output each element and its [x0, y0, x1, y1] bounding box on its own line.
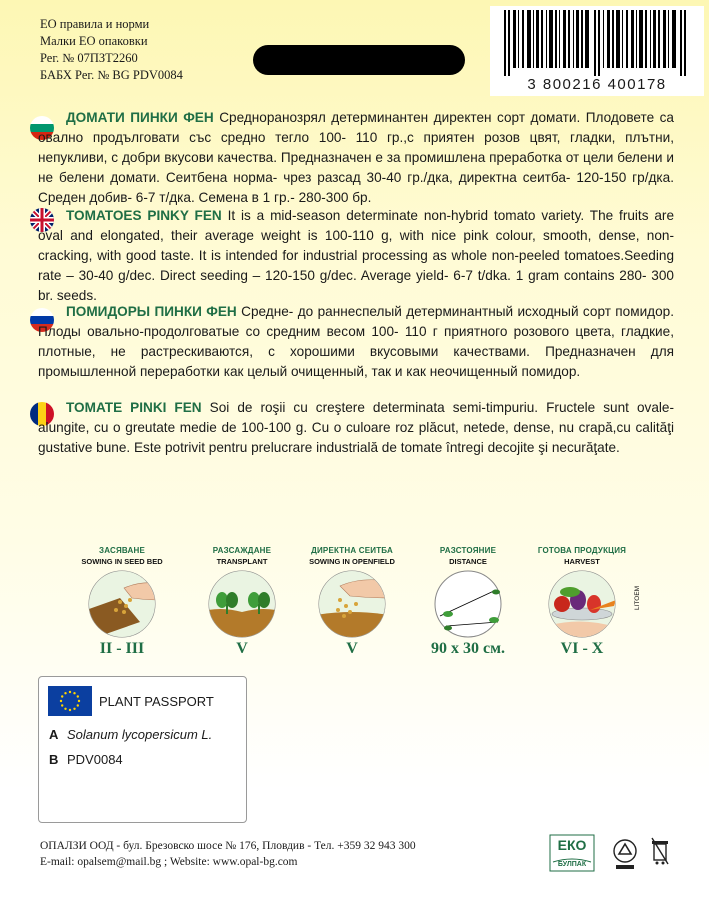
company-address: ОПАЛЗИ ООД - бул. Брезовско шосе № 176, Пловдив - Тел. +359 32 943 300: [40, 840, 416, 852]
eco-text: ЕКО: [557, 837, 587, 853]
stage-direct-sowing: [300, 546, 404, 658]
company-contacts: E-mail: opalsem@mail.bg ; Website: www.opal-bg.com: [40, 856, 298, 868]
passport-row-a: [49, 727, 212, 742]
stage-transplant: [190, 546, 294, 658]
stage-en-label: HARVEST: [564, 557, 600, 566]
sowing-seedbed-icon: [80, 570, 164, 638]
section-en-title: TOMATOES PINKY FEN: [66, 208, 222, 223]
transplant-icon: [200, 570, 284, 638]
section-ru-title: ПОМИДОРЫ ПИНКИ ФЕН: [66, 304, 237, 319]
waste-bin-icon: [650, 836, 670, 866]
stage-harvest: [530, 546, 634, 658]
stage-value: V: [236, 640, 248, 657]
passport-species: Solanum lycopersicum L.: [67, 727, 213, 742]
recycle-icon: [612, 838, 638, 872]
stage-value: V: [346, 640, 358, 657]
stage-value: II - III: [99, 640, 145, 657]
section-en-text: It is a mid-season determinate non-hybrid tomato variety. The fruits are oval and elongated, their average weight is 100-110 g, with nice pink colour, smooth, dense, non-cracking, with good taste. It is intended for industrial processing as whole non-peeled tomatoes.Seeding rate – 30-40 g/dec. Direct seeding – 120-150 g/dec. Average yield- 6-7 t/dka. 1 gram contains 280- 300 br. seeds.: [38, 208, 674, 303]
registration-info: [40, 16, 183, 84]
section-bg-text: Средноранозрял детерминантен директен сорт домати. Плодовете са овално продълговати със средно тегло 100- 110 гр.,с приятен розов цвят, гладки, плътни, непукливи, с добри вкусови качества. Предназначен е за промишлена преработка от цели белени и не белени домати. Сеитбена норма- чрез разсад 30-40 гр./дка, директна сеитба- 120-150 гр/дка. Среден добив- 6-7 т/дка. Семена в 1 гр.- 280-300 бр.: [38, 110, 674, 205]
eu-flag-icon: [48, 686, 92, 716]
eco-bulpak-logo: [549, 834, 595, 872]
passport-title: PLANT PASSPORT: [99, 694, 214, 709]
stage-en-label: SOWING IN SEED BED: [81, 557, 163, 566]
stage-en-label: DISTANCE: [449, 557, 487, 566]
bulpak-text: БУЛПАК: [557, 861, 587, 868]
section-ro-text: Soi de roşii cu creştere determinata semi-timpuriu. Fructele sunt ovale-alungite, cu o greutate medie de 100-100 g. Cu o culoare roz plăcut, netede, dense, nu crapă,cu calităţi gustative bune. Este potrivit pentru prelucrare industrială de tomate întregi decojite şi necurăţate.: [38, 400, 674, 455]
section-ru-text: Средне- до раннеспелый детерминантный исходный сорт помидор. Плоды овально-продолговатые со средним весом 100- 110 г приятного розового цвета, гладкие, плотные, не растрескиваются, с хорошими вкусовыми качествами. Предназначен для промышленной переработки как целый очищенный, так и как неочищенный помидор.: [38, 304, 675, 379]
section-english: [38, 206, 674, 306]
printer-mark: LITOEM: [634, 585, 641, 610]
stage-value: 90 x 30 см.: [431, 640, 505, 657]
passport-label-a: A: [49, 727, 59, 742]
section-bulgarian: [38, 108, 674, 208]
stage-distance: [416, 546, 520, 658]
harvest-icon: [540, 570, 624, 638]
stage-sowing-seedbed: [70, 546, 174, 658]
stage-en-label: TRANSPLANT: [216, 557, 268, 566]
hanger-slot: [253, 45, 465, 75]
passport-reg-number: PDV0084: [67, 752, 123, 767]
plant-passport: [38, 676, 247, 823]
section-ro-title: TOMATE PINKI FEN: [66, 400, 202, 415]
distance-icon: [426, 570, 510, 638]
stage-value: VI - X: [560, 640, 604, 657]
reg-line-4: БАБХ Рег. № BG PDV0084: [40, 68, 183, 82]
passport-label-b: B: [49, 752, 59, 767]
stage-bg-label: ДИРЕКТНА СЕИТБА: [311, 546, 393, 555]
stage-bg-label: РАЗСТОЯНИЕ: [439, 546, 497, 555]
barcode-digits: 3 800216 400178: [527, 76, 667, 93]
section-romanian: [38, 398, 674, 458]
stage-bg-label: РАЗСАЖДАНЕ: [212, 546, 272, 555]
barcode-bars-icon: [500, 10, 694, 76]
growing-stages: [70, 546, 670, 666]
section-russian: [38, 302, 674, 382]
barcode: [490, 6, 704, 96]
section-bg-title: ДОМАТИ ПИНКИ ФЕН: [66, 110, 214, 125]
footer: [40, 838, 416, 870]
reg-line-1: ЕО правила и норми: [40, 17, 150, 31]
stage-bg-label: ЗАСЯВАНЕ: [99, 546, 145, 555]
passport-row-b: [49, 752, 123, 767]
reg-line-3: Рег. № 07ПЗТ2260: [40, 51, 138, 65]
direct-sowing-icon: [310, 570, 394, 638]
stage-bg-label: ГОТОВА ПРОДУКЦИЯ: [537, 546, 627, 555]
stage-en-label: SOWING IN OPENFIELD: [309, 557, 395, 566]
reg-line-2: Малки ЕО опаковки: [40, 34, 148, 48]
